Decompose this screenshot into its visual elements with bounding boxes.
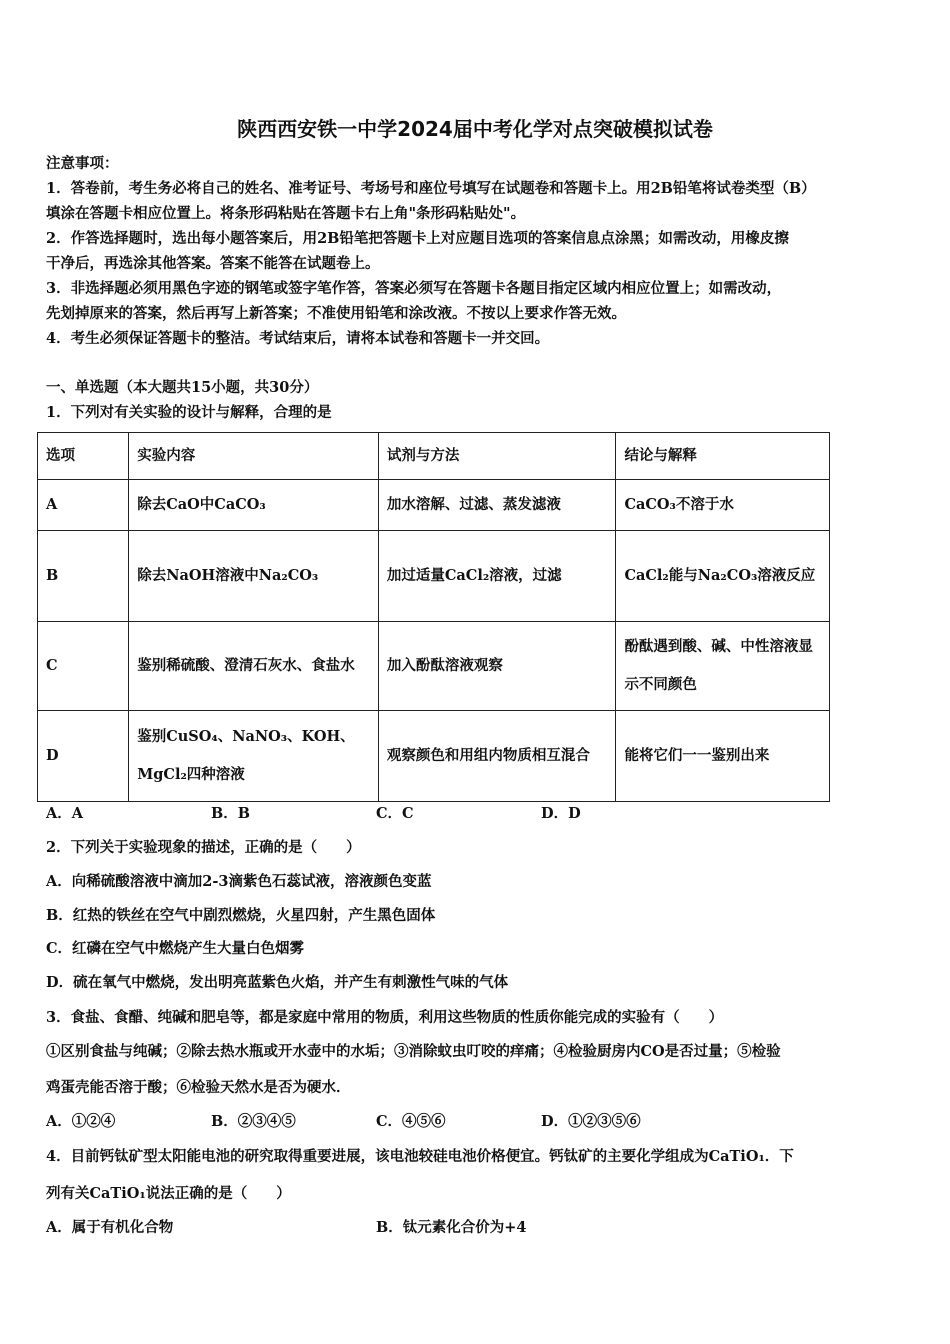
notice-item-2-line-2: 干净后，再选涂其他答案。答案不能答在试题卷上。	[46, 255, 380, 272]
table-header-cell: 结论与解释	[616, 433, 830, 480]
notice-item-1-line-2: 填涂在答题卡相应位置上。将条形码粘贴在答题卡右上角"条形码粘贴处"。	[46, 205, 526, 222]
table-cell-content: 鉴别CuSO₄、NaNO₃、KOH、MgCl₂四种溶液	[129, 711, 379, 802]
table-row	[38, 480, 830, 531]
question-3-items-line-2: 鸡蛋壳能否溶于酸；⑥检验天然水是否为硬水．	[46, 1079, 351, 1096]
table-cell-conclusion: 能将它们一一鉴别出来	[616, 711, 830, 802]
table-cell-content: 鉴别稀硫酸、澄清石灰水、食盐水	[129, 622, 379, 711]
notice-item-2-line-1: 2．作答选择题时，选出每小题答案后，用2B铅笔把答题卡上对应题目选项的答案信息点涂黑；如需改动，用橡皮擦	[46, 230, 789, 247]
option-a: A．A	[46, 805, 84, 822]
table-cell-option: B	[38, 531, 129, 622]
table-row	[38, 531, 830, 622]
question-4-stem-line-1: 4．目前钙钛矿型太阳能电池的研究取得重要进展，该电池较硅电池价格便宜。钙钛矿的主要化学组成为CaTiO₁．下	[46, 1148, 794, 1165]
table-cell-method: 加水溶解、过滤、蒸发滤液	[378, 480, 616, 531]
table-cell-option: A	[38, 480, 129, 531]
table-cell-method: 加入酚酞溶液观察	[378, 622, 616, 711]
table-cell-content: 除去NaOH溶液中Na₂CO₃	[129, 531, 379, 622]
table-cell-method: 加过适量CaCl₂溶液，过滤	[378, 531, 616, 622]
question-2-option-c: C．红磷在空气中燃烧产生大量白色烟雾	[46, 940, 305, 957]
table-header-cell: 选项	[38, 433, 129, 480]
question-3-stem: 3．食盐、食醋、纯碱和肥皂等，都是家庭中常用的物质，利用这些物质的性质你能完成的实验有（ ）	[46, 1009, 724, 1026]
table-header-cell: 试剂与方法	[378, 433, 616, 480]
table-cell-method: 观察颜色和用组内物质相互混合	[378, 711, 616, 802]
notice-item-4: 4．考生必须保证答题卡的整洁。考试结束后，请将本试卷和答题卡一并交回。	[46, 330, 550, 347]
option-d: D．D	[541, 805, 581, 822]
option-c: C．④⑤⑥	[376, 1113, 446, 1130]
option-c: C．C	[376, 805, 414, 822]
option-a: A．属于有机化合物	[46, 1219, 174, 1236]
question-3-items-line-1: ①区别食盐与纯碱；②除去热水瓶或开水壶中的水垢；③消除蚊虫叮咬的痒痛；④检验厨房内CO是否过量；⑤检验	[46, 1043, 781, 1060]
table-header-cell: 实验内容	[129, 433, 379, 480]
question-1-stem: 1．下列对有关实验的设计与解释，合理的是	[46, 404, 332, 421]
question-2-option-a: A．向稀硫酸溶液中滴加2-3滴紫色石蕊试液，溶液颜色变蓝	[46, 873, 432, 890]
option-b: B．②③④⑤	[211, 1113, 296, 1130]
table-cell-conclusion: CaCl₂能与Na₂CO₃溶液反应	[616, 531, 830, 622]
question-1-options	[46, 802, 706, 823]
question-4-options	[46, 1216, 706, 1237]
table-row	[38, 711, 830, 802]
notice-item-1-line-1: 1．答卷前，考生务必将自己的姓名、准考证号、考场号和座位号填写在试题卷和答题卡上。用2B铅笔将试卷类型（B）	[46, 180, 816, 197]
experiment-table	[37, 432, 830, 802]
table-cell-option: C	[38, 622, 129, 711]
table-header-row	[38, 433, 830, 480]
table-cell-content: 除去CaO中CaCO₃	[129, 480, 379, 531]
table-cell-conclusion: CaCO₃不溶于水	[616, 480, 830, 531]
table-cell-conclusion: 酚酞遇到酸、碱、中性溶液显示不同颜色	[616, 622, 830, 711]
option-a: A．①②④	[46, 1113, 116, 1130]
question-2-option-b: B．红热的铁丝在空气中剧烈燃烧，火星四射，产生黑色固体	[46, 907, 436, 924]
notice-item-3-line-1: 3．非选择题必须用黑色字迹的钢笔或签字笔作答，答案必须写在答题卡各题目指定区域内相应位置上；如需改动，	[46, 280, 782, 297]
notice-item-3-line-2: 先划掉原来的答案，然后再写上新答案；不准使用铅笔和涂改液。不按以上要求作答无效。	[46, 305, 626, 322]
question-3-options	[46, 1110, 706, 1131]
table-row	[38, 622, 830, 711]
question-2-stem: 2．下列关于实验现象的描述，正确的是（ ）	[46, 839, 361, 856]
question-4-stem-line-2: 列有关CaTiO₁说法正确的是（ ）	[46, 1185, 291, 1202]
section-heading: 一、单选题（本大题共15小题，共30分）	[46, 379, 319, 396]
table-cell-option: D	[38, 711, 129, 802]
question-2-option-d: D．硫在氧气中燃烧，发出明亮蓝紫色火焰，并产生有刺激性气味的气体	[46, 974, 509, 991]
option-d: D．①②③⑤⑥	[541, 1113, 641, 1130]
notice-heading: 注意事项：	[46, 155, 119, 172]
option-b: B．B	[211, 805, 251, 822]
option-b: B．钛元素化合价为+4	[376, 1219, 527, 1236]
page-title: 陕西西安铁一中学2024届中考化学对点突破模拟试卷	[237, 117, 713, 141]
